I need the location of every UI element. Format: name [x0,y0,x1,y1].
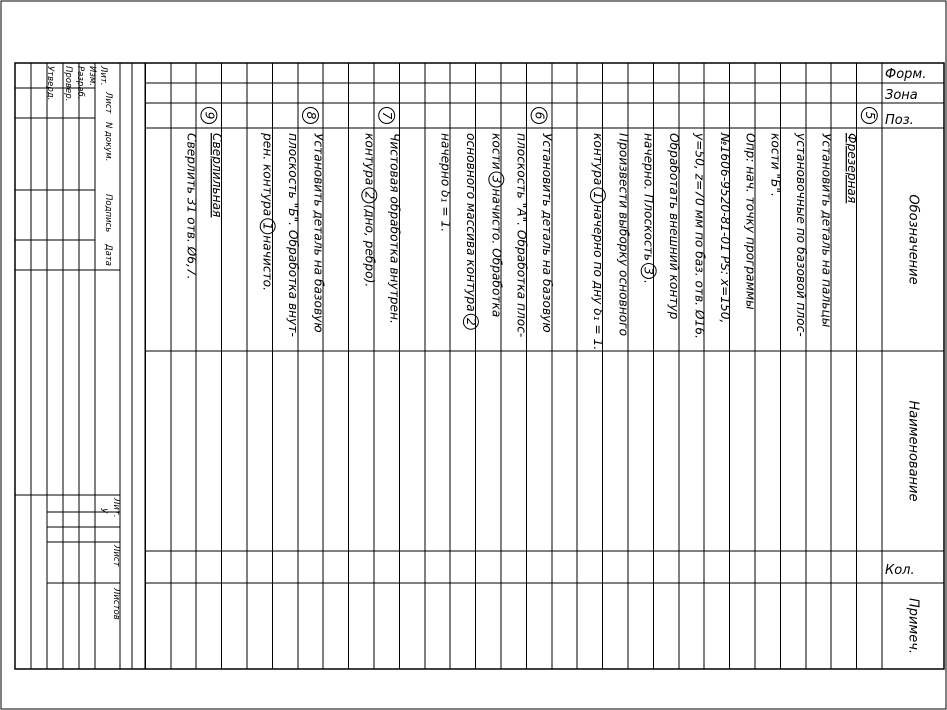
header-form: Форм. [885,67,927,82]
row-text-group [463,133,478,329]
title-block-label: Провер. [63,66,73,102]
header-column [885,67,926,654]
row-text-group [540,133,554,333]
row-text-group [769,133,783,197]
row-text-group [820,133,834,328]
title-block-sheet-label: Лист [111,545,121,567]
table-rows [185,108,878,351]
header-pos: Поз. [885,113,914,128]
row-text-group [439,133,453,232]
row-text: Обработать внешний контур [667,133,682,320]
row-text: контура [590,133,605,186]
row-text-group [641,133,656,284]
row-text: плоскость "А". Обработка плос- [514,133,529,338]
row-text-group [743,133,757,310]
position-marker-label: 6 [532,111,547,120]
row-text: начерно δ₁ = 1. [438,133,453,233]
circled-number-label: 3 [489,175,504,184]
row-text: установочные по базовой плос- [794,133,809,337]
row-text: №1606-9520-81-01 PS: x=150, [717,133,732,324]
row-text-group [718,132,732,323]
row-text-group [260,132,275,291]
title-block [15,63,145,669]
row-text: Установить деталь на пальцы [819,133,834,328]
title-block-label: Разраб. [75,66,85,100]
row-text-group [362,133,377,287]
row-text-tail: . [641,279,656,284]
title-block-label: Лит. [98,66,108,86]
title-block-col-label: Подпись [103,194,113,233]
row-text-tail: начисто. [260,235,275,291]
circled-number-label: 1 [590,191,605,200]
row-text-group [845,133,859,203]
row-text-group [286,133,300,337]
row-text-group [210,133,224,217]
row-text: основного массива контура [463,133,478,312]
row-text: плоскость "Б". Обработка внут- [286,133,301,337]
row-text-group [590,133,605,350]
position-marker-label: 7 [380,111,395,120]
title-block-col-label: Дата [103,244,113,267]
header-name: Наименование [905,400,921,502]
title-block-label: Изм. [87,66,97,86]
row-text: Опр: нач. точку программы [743,133,758,310]
circled-number-label: 2 [463,317,478,326]
row-text: Произвести выборку основного [616,133,631,337]
row-text: Сверлильная [209,133,224,218]
row-text: кости "Б". [768,133,783,197]
row-text-group [489,133,504,317]
row-text-tail: начерно по дну δ₁ = 1. [590,204,605,351]
title-block-col-label: Лист [103,92,113,114]
position-marker-label: 9 [202,111,217,120]
header-designation: Обозначение [905,194,921,285]
row-text-group [794,132,808,337]
position-marker-label: 5 [862,111,877,120]
row-text-tail: (дно, ребро). [362,204,377,288]
row-text: Установить деталь на базовую [311,133,326,333]
row-text: рен. контура [260,133,275,217]
row-text: y=50, z=70 мм по баз. отв. Ø16. [692,133,707,339]
row-text-group [667,133,681,320]
row-text-group [185,133,199,280]
row-text: контура [362,133,377,186]
row-text-group [312,133,326,333]
outer-frame [1,1,946,709]
circled-number-label: 3 [641,267,656,275]
header-note: Примеч. [905,597,921,655]
header-qty: Кол. [885,563,915,578]
title-block-lit-value: У [98,508,108,514]
circled-number-label: 2 [362,191,377,200]
row-text: Сверлить 31 отв. Ø6,7. [184,133,199,280]
row-text: Установить деталь на базовую [540,133,555,333]
row-text: начерно. Плоскость [641,133,656,261]
circled-number-label: 1 [260,222,275,231]
row-text-group [515,133,529,337]
row-text: Фрезерная [844,133,859,204]
row-text-tail: начисто. Обработка [489,188,504,318]
title-block-sheets-label: Листов [111,588,121,620]
position-marker-label: 8 [304,111,318,120]
title-block-col-label: N докум. [103,122,113,162]
row-text: Чистовая обработка внутрен. [387,133,402,324]
title-block-lit-label: Лит. [111,498,121,518]
row-text: кости [489,133,504,170]
row-text-group [616,133,630,336]
row-text-group [388,133,402,324]
header-zone: Зона [885,88,918,103]
title-block-label: Утверд. [45,66,55,101]
row-text-group [693,132,707,339]
